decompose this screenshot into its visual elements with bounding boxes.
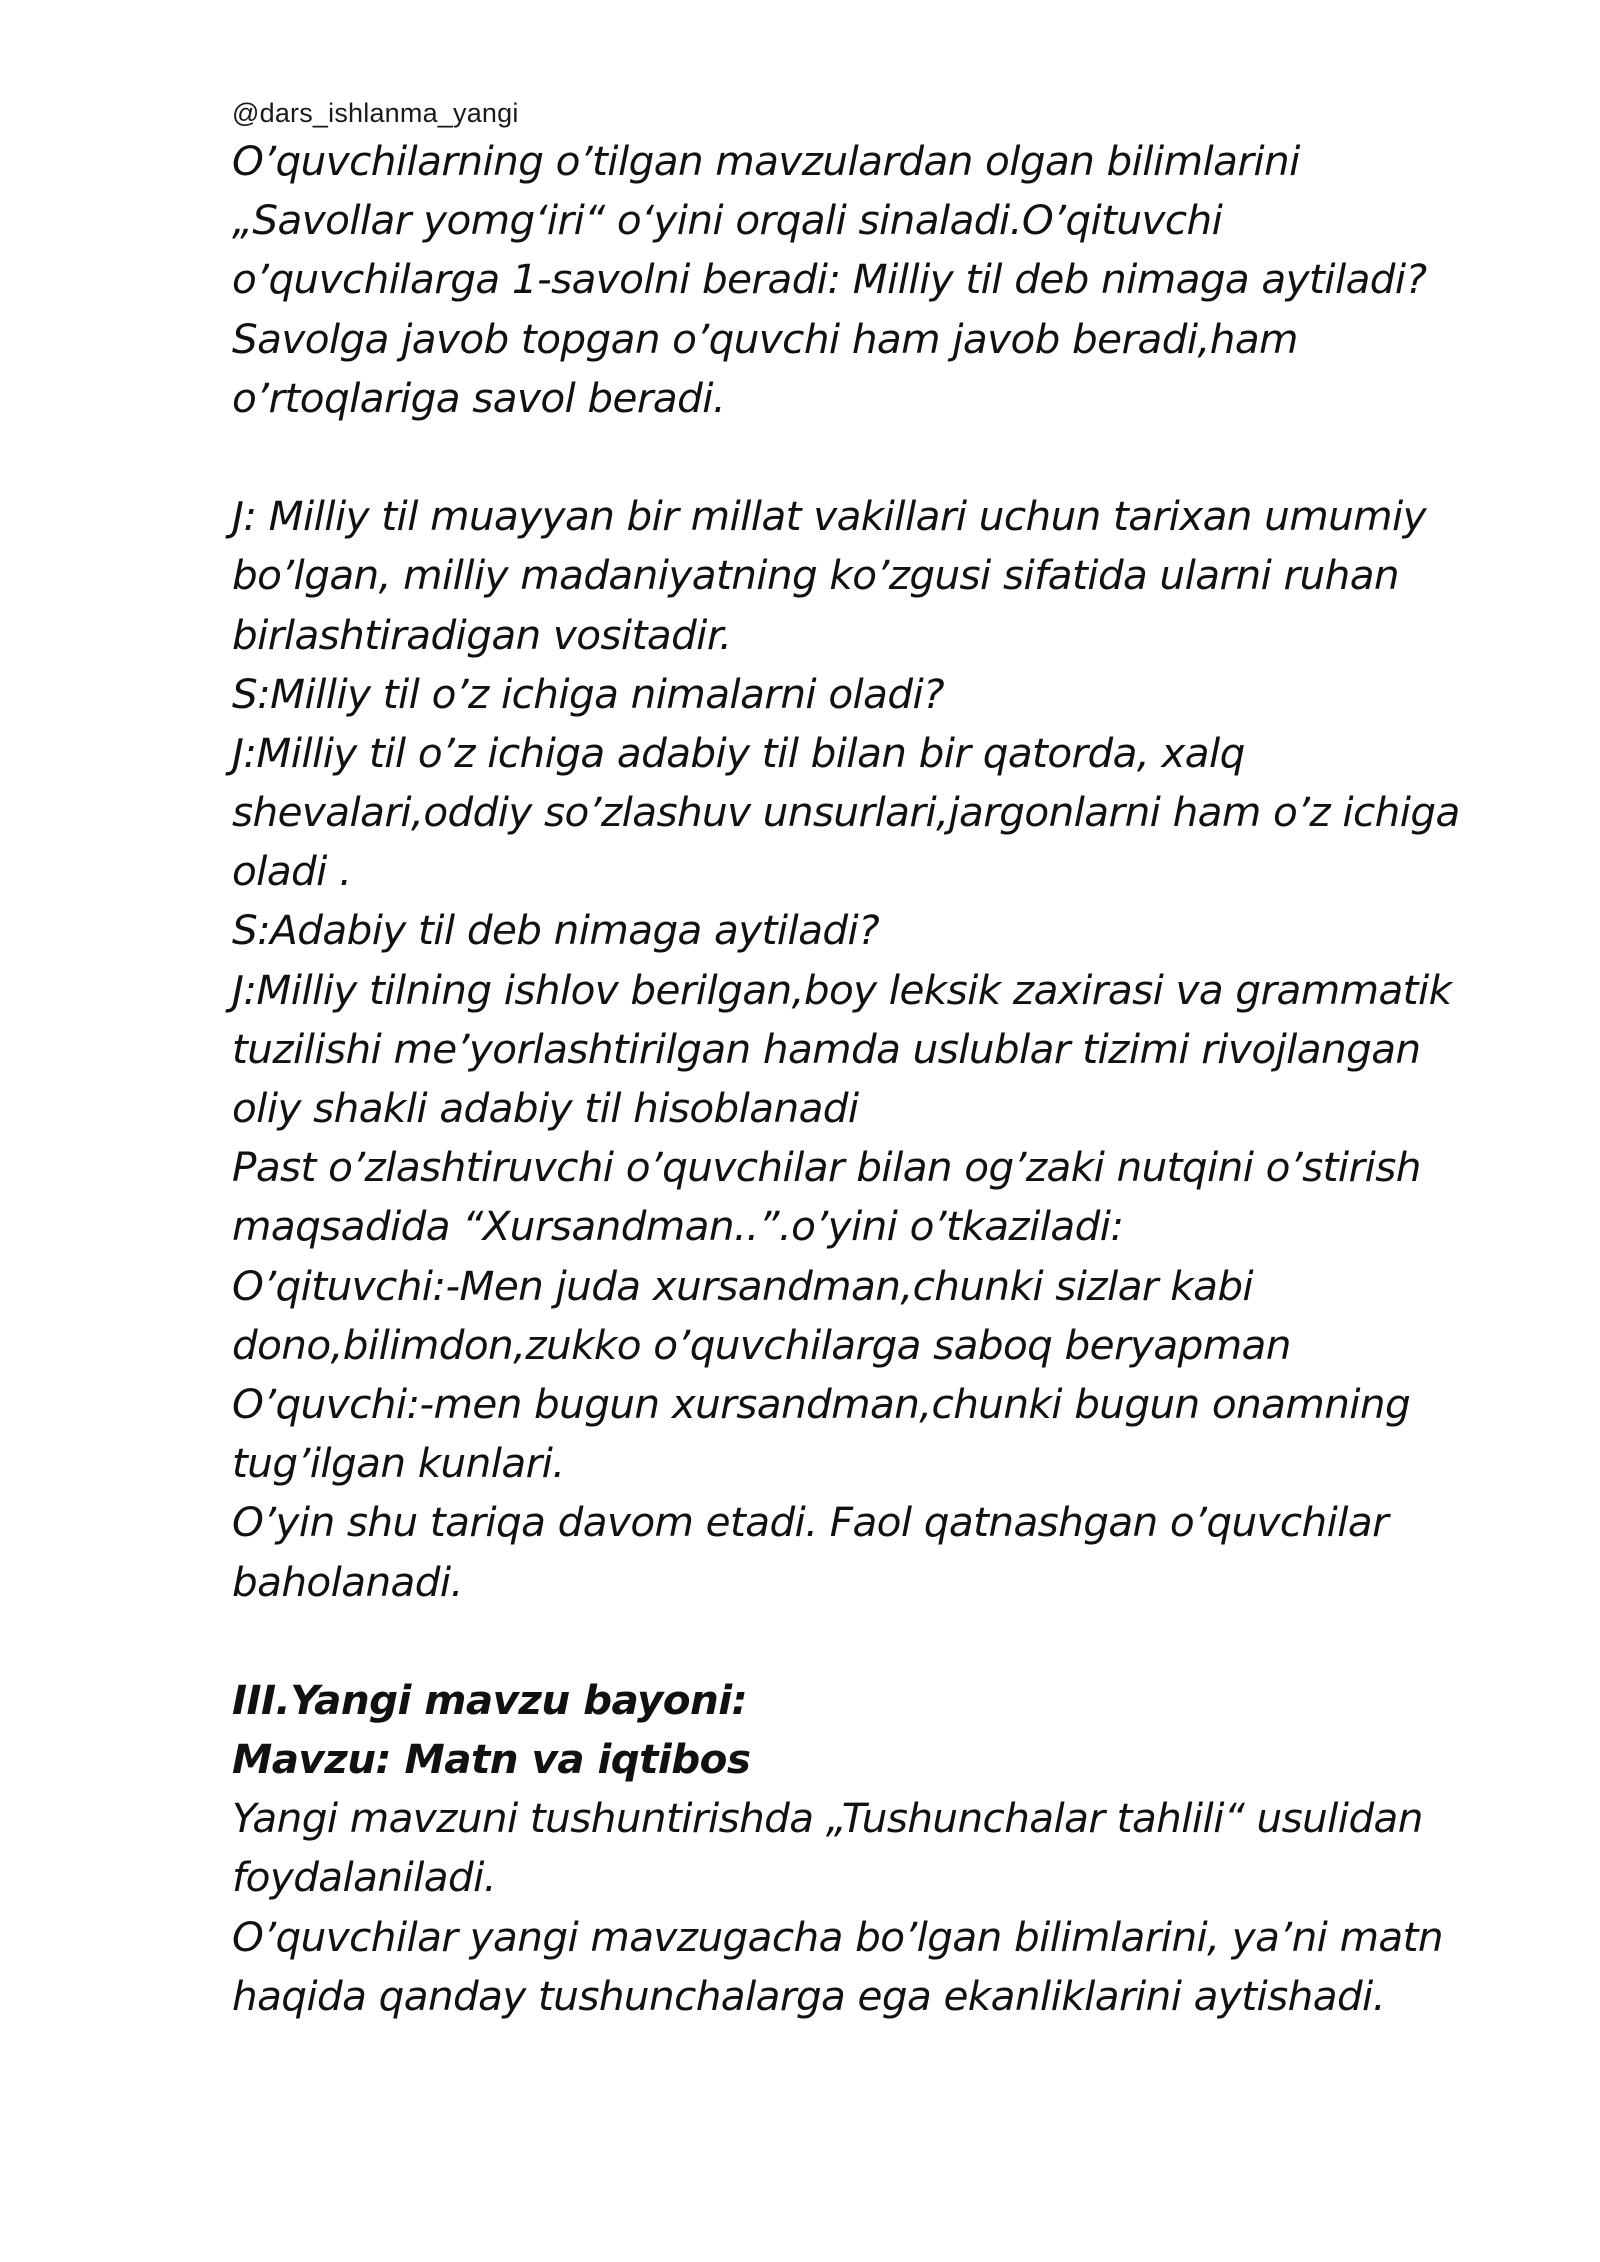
text-line: haqida qanday tushunchalarga ega ekanliklarini aytishadi. bbox=[232, 1971, 1385, 2020]
text-line: oliy shakli adabiy til hisoblanadi bbox=[232, 1084, 859, 1132]
channel-handle: @dars_ishlanma_yangi bbox=[232, 98, 519, 128]
text-line: dono,bilimdon,zukko o’quvchilarga saboq beryapman bbox=[232, 1320, 1291, 1369]
text-line: J:Milliy til o’z ichiga adabiy til bilan bir qatorda, xalq bbox=[232, 728, 1245, 777]
text-line: Past o’zlashtiruvchi o’quvchilar bilan og’zaki nutqini o’stirish bbox=[232, 1143, 1421, 1192]
text-line: foydalaniladi. bbox=[232, 1853, 497, 1902]
text-line: „Savollar yomg‘iri“ o‘yini orqali sinaladi.O’qituvchi bbox=[232, 196, 1223, 245]
text-line: O’quvchilarning o’tilgan mavzulardan olgan bilimlarini bbox=[232, 137, 1300, 185]
text-line: tuzilishi me’yorlashtirilgan hamda uslublar tizimi rivojlangan bbox=[232, 1024, 1421, 1073]
section-heading: Mavzu: Matn va iqtibos bbox=[232, 1735, 751, 1784]
text-line: O’quvchilar yangi mavzugacha bo’lgan bilimlarini, ya’ni matn bbox=[232, 1912, 1443, 1961]
blank-line bbox=[232, 1612, 1492, 1671]
text-line: O’quvchi:-men bugun xursandman,chunki bugun onamning bbox=[232, 1379, 1411, 1428]
text-line: J: Milliy til muayyan bir millat vakillari uchun tarixan umumiy bbox=[232, 492, 1427, 541]
text-line: S:Adabiy til deb nimaga aytiladi? bbox=[232, 906, 880, 955]
text-line: maqsadida “Xursandman..”.o’yini o’tkaziladi: bbox=[232, 1202, 1124, 1251]
text-line: O’yin shu tariqa davom etadi. Faol qatnashgan o’quvchilar bbox=[232, 1498, 1389, 1547]
text-line: baholanadi. bbox=[232, 1557, 463, 1606]
blank-line bbox=[232, 428, 1492, 487]
text-line: shevalari,oddiy so’zlashuv unsurlari,jargonlarni ham o’z ichiga bbox=[232, 788, 1460, 837]
text-line: bo’lgan, milliy madaniyatning ko’zgusi sifatida ularni ruhan bbox=[232, 551, 1399, 600]
text-line: Savolga javob topgan o’quvchi ham javob beradi,ham bbox=[232, 314, 1298, 363]
section-heading: III.Yangi mavzu bayoni: bbox=[232, 1675, 748, 1724]
text-line: J:Milliy tilning ishlov berilgan,boy leksik zaxirasi va grammatik bbox=[232, 965, 1452, 1014]
document-body bbox=[232, 132, 1492, 2026]
text-line: oladi . bbox=[232, 847, 352, 896]
text-line: O’qituvchi:-Men juda xursandman,chunki sizlar kabi bbox=[232, 1261, 1254, 1310]
text-line: birlashtiradigan vositadir. bbox=[232, 610, 732, 659]
text-line: Yangi mavzuni tushuntirishda „Tushunchalar tahlili“ usulidan bbox=[232, 1794, 1423, 1843]
text-line: o’rtoqlariga savol beradi. bbox=[232, 373, 726, 422]
text-line: o’quvchilarga 1-savolni beradi: Milliy til deb nimaga aytiladi? bbox=[232, 255, 1427, 304]
text-line: S:Milliy til o’z ichiga nimalarni oladi? bbox=[232, 669, 945, 718]
text-line: tug’ilgan kunlari. bbox=[232, 1439, 565, 1488]
